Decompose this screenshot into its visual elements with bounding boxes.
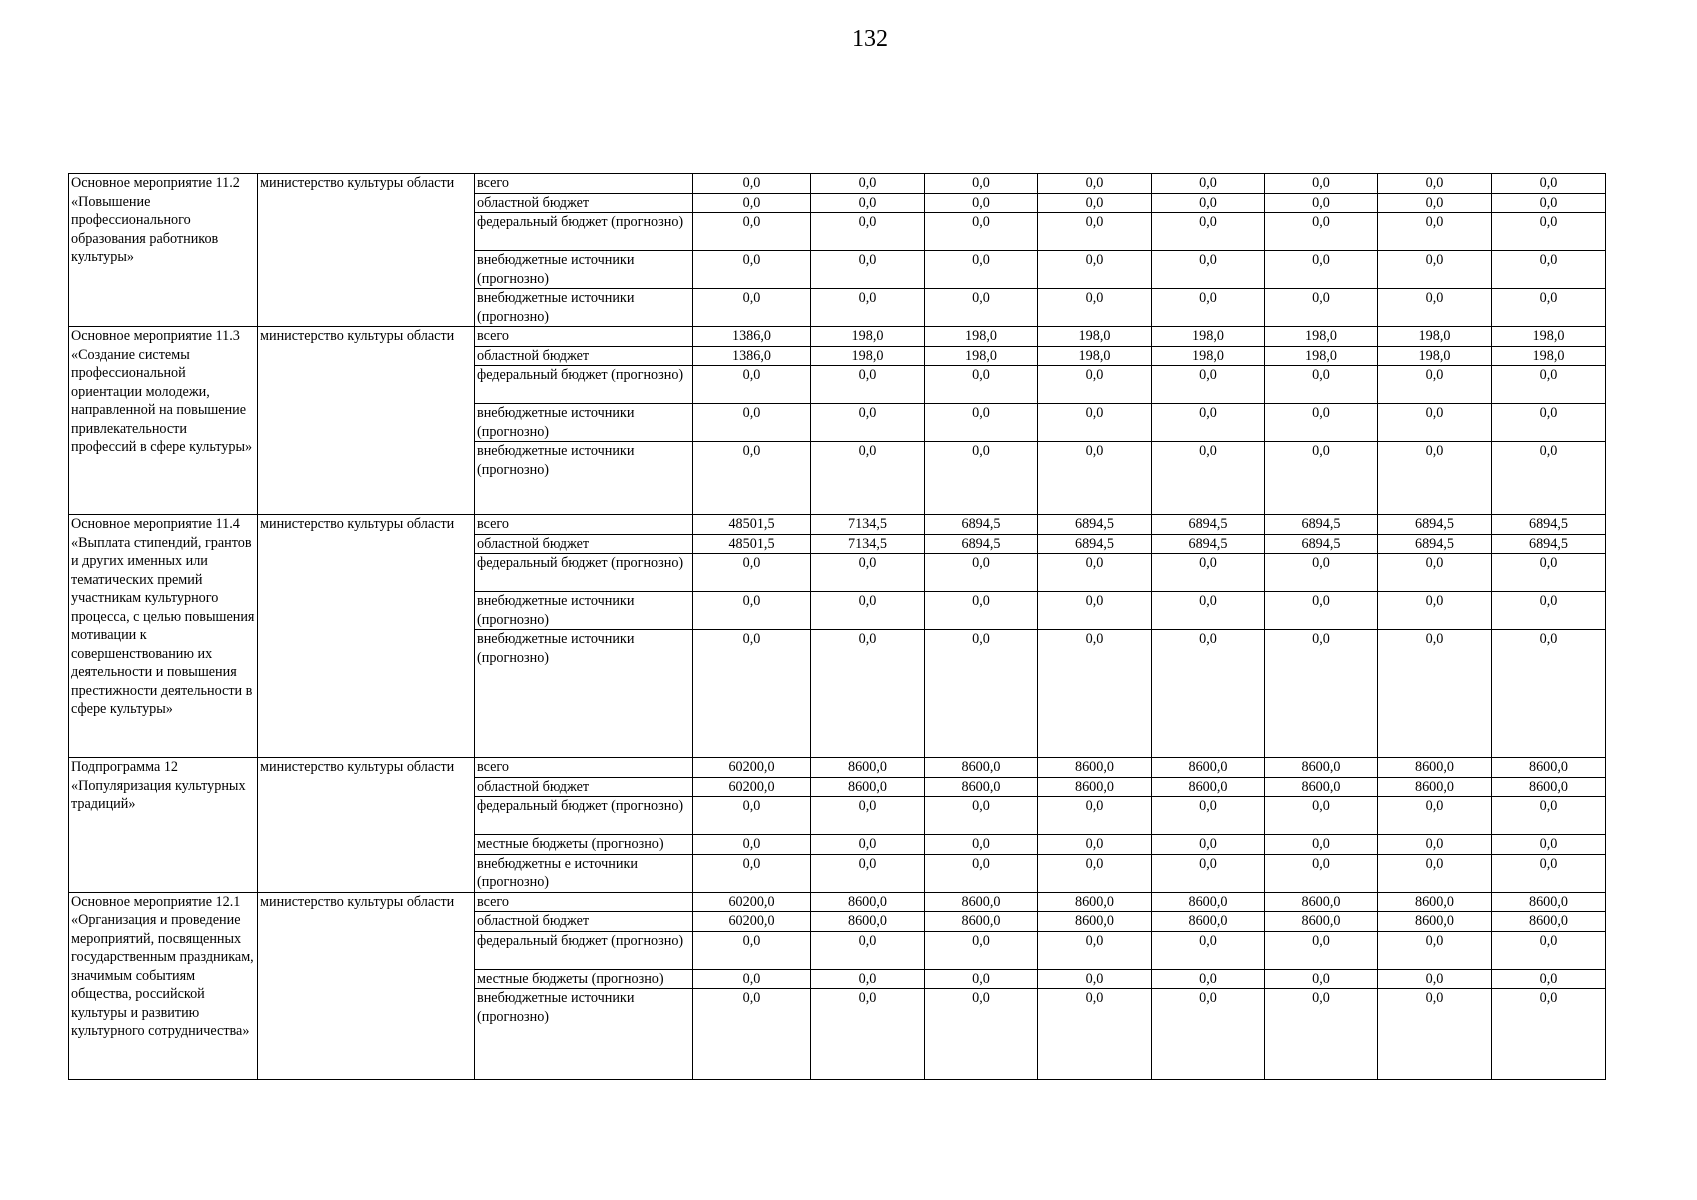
amount-cell: 0,0	[1378, 193, 1492, 213]
amount-cell: 0,0	[1492, 442, 1606, 515]
amount-cell: 0,0	[1265, 989, 1378, 1080]
amount-cell: 7134,5	[811, 534, 925, 554]
amount-cell: 60200,0	[693, 912, 811, 932]
amount-cell: 0,0	[1265, 442, 1378, 515]
amount-cell: 8600,0	[1265, 892, 1378, 912]
program-name-cell: Основное мероприятие 11.2 «Повышение профессионального образования работников культуры»	[69, 174, 258, 327]
amount-cell: 0,0	[1378, 931, 1492, 969]
amount-cell: 0,0	[1265, 630, 1378, 758]
amount-cell: 0,0	[1152, 630, 1265, 758]
amount-cell: 6894,5	[1492, 534, 1606, 554]
amount-cell: 0,0	[1152, 213, 1265, 251]
amount-cell: 0,0	[1378, 289, 1492, 327]
amount-cell: 0,0	[811, 404, 925, 442]
amount-cell: 0,0	[1265, 289, 1378, 327]
amount-cell: 0,0	[811, 931, 925, 969]
amount-cell: 0,0	[1152, 289, 1265, 327]
amount-cell: 0,0	[1492, 554, 1606, 592]
amount-cell: 0,0	[1492, 989, 1606, 1080]
amount-cell: 8600,0	[925, 758, 1038, 778]
amount-cell: 0,0	[1038, 404, 1152, 442]
funding-source-cell: внебюджетные источники (прогнозно)	[475, 289, 693, 327]
funding-source-cell: всего	[475, 327, 693, 347]
program-name-cell: Основное мероприятие 12.1 «Организация и проведение мероприятий, посвященных государственным праздникам, значимым событиям общества, российской культуры и развитию культурного сотрудничества»	[69, 892, 258, 1080]
amount-cell: 0,0	[811, 289, 925, 327]
amount-cell: 8600,0	[1038, 912, 1152, 932]
amount-cell: 0,0	[1038, 554, 1152, 592]
amount-cell: 6894,5	[1378, 515, 1492, 535]
funding-source-cell: местные бюджеты (прогнозно)	[475, 835, 693, 855]
funding-source-cell: внебюджетные источники (прогнозно)	[475, 989, 693, 1080]
amount-cell: 8600,0	[811, 912, 925, 932]
amount-cell: 0,0	[1492, 174, 1606, 194]
amount-cell: 0,0	[693, 193, 811, 213]
amount-cell: 8600,0	[925, 912, 1038, 932]
amount-cell: 8600,0	[1492, 892, 1606, 912]
amount-cell: 8600,0	[811, 892, 925, 912]
funding-source-cell: внебюджетные источники (прогнозно)	[475, 404, 693, 442]
amount-cell: 0,0	[1378, 442, 1492, 515]
amount-cell: 0,0	[1152, 931, 1265, 969]
amount-cell: 0,0	[693, 442, 811, 515]
amount-cell: 0,0	[1265, 797, 1378, 835]
amount-cell: 0,0	[1378, 174, 1492, 194]
amount-cell: 0,0	[1378, 592, 1492, 630]
executor-cell: министерство культуры области	[258, 892, 475, 1080]
amount-cell: 0,0	[1038, 797, 1152, 835]
page-number: 132	[852, 26, 888, 52]
amount-cell: 8600,0	[1378, 912, 1492, 932]
table-row	[69, 327, 1606, 347]
amount-cell: 6894,5	[1038, 515, 1152, 535]
amount-cell: 60200,0	[693, 758, 811, 778]
amount-cell: 0,0	[1038, 592, 1152, 630]
amount-cell: 0,0	[925, 592, 1038, 630]
amount-cell: 0,0	[1152, 193, 1265, 213]
funding-source-cell: федеральный бюджет (прогнозно)	[475, 554, 693, 592]
amount-cell: 0,0	[925, 554, 1038, 592]
amount-cell: 0,0	[1152, 174, 1265, 194]
amount-cell: 0,0	[1038, 174, 1152, 194]
amount-cell: 0,0	[811, 213, 925, 251]
amount-cell: 0,0	[693, 213, 811, 251]
amount-cell: 8600,0	[1152, 758, 1265, 778]
executor-cell: министерство культуры области	[258, 174, 475, 327]
amount-cell: 0,0	[1038, 835, 1152, 855]
funding-source-cell: всего	[475, 892, 693, 912]
amount-cell: 60200,0	[693, 777, 811, 797]
amount-cell: 198,0	[1378, 346, 1492, 366]
amount-cell: 0,0	[1038, 854, 1152, 892]
amount-cell: 8600,0	[1038, 892, 1152, 912]
amount-cell: 0,0	[1038, 989, 1152, 1080]
amount-cell: 0,0	[1152, 251, 1265, 289]
amount-cell: 0,0	[811, 797, 925, 835]
amount-cell: 198,0	[811, 346, 925, 366]
amount-cell: 0,0	[693, 854, 811, 892]
amount-cell: 6894,5	[1038, 534, 1152, 554]
amount-cell: 198,0	[1378, 327, 1492, 347]
amount-cell: 0,0	[1378, 969, 1492, 989]
amount-cell: 0,0	[693, 835, 811, 855]
amount-cell: 198,0	[1152, 346, 1265, 366]
amount-cell: 0,0	[811, 835, 925, 855]
amount-cell: 0,0	[925, 969, 1038, 989]
amount-cell: 48501,5	[693, 515, 811, 535]
amount-cell: 0,0	[693, 404, 811, 442]
amount-cell: 0,0	[1492, 366, 1606, 404]
funding-source-cell: внебюджетны е источники (прогнозно)	[475, 854, 693, 892]
program-name-cell: Основное мероприятие 11.3 «Создание системы профессиональной ориентации молодежи, направленной на повышение привлекательности профессий в сфере культуры»	[69, 327, 258, 515]
funding-source-cell: федеральный бюджет (прогнозно)	[475, 931, 693, 969]
funding-source-cell: областной бюджет	[475, 346, 693, 366]
program-name-cell: Основное мероприятие 11.4 «Выплата стипендий, грантов и других именных или тематических премий участникам культурного процесса, с целью повышения мотивации к совершенствованию их деятельности и повышения престижности деятельности в сфере культуры»	[69, 515, 258, 758]
amount-cell: 0,0	[811, 854, 925, 892]
amount-cell: 0,0	[693, 174, 811, 194]
amount-cell: 0,0	[1265, 835, 1378, 855]
amount-cell: 0,0	[811, 969, 925, 989]
amount-cell: 8600,0	[1492, 777, 1606, 797]
amount-cell: 0,0	[811, 592, 925, 630]
amount-cell: 198,0	[1492, 346, 1606, 366]
table-row	[69, 174, 1606, 194]
funding-source-cell: федеральный бюджет (прогнозно)	[475, 366, 693, 404]
amount-cell: 0,0	[1492, 213, 1606, 251]
amount-cell: 0,0	[925, 404, 1038, 442]
amount-cell: 8600,0	[1492, 758, 1606, 778]
amount-cell: 0,0	[693, 592, 811, 630]
amount-cell: 0,0	[693, 931, 811, 969]
amount-cell: 8600,0	[1378, 758, 1492, 778]
amount-cell: 0,0	[1265, 193, 1378, 213]
amount-cell: 0,0	[1038, 630, 1152, 758]
amount-cell: 0,0	[811, 989, 925, 1080]
amount-cell: 0,0	[1265, 969, 1378, 989]
amount-cell: 0,0	[693, 554, 811, 592]
amount-cell: 0,0	[1152, 989, 1265, 1080]
amount-cell: 0,0	[925, 989, 1038, 1080]
amount-cell: 0,0	[811, 630, 925, 758]
amount-cell: 8600,0	[1152, 912, 1265, 932]
amount-cell: 0,0	[1492, 193, 1606, 213]
amount-cell: 0,0	[1492, 969, 1606, 989]
amount-cell: 0,0	[1038, 289, 1152, 327]
amount-cell: 0,0	[1378, 989, 1492, 1080]
amount-cell: 6894,5	[1378, 534, 1492, 554]
amount-cell: 0,0	[1265, 931, 1378, 969]
amount-cell: 0,0	[925, 442, 1038, 515]
amount-cell: 8600,0	[1492, 912, 1606, 932]
amount-cell: 198,0	[1492, 327, 1606, 347]
amount-cell: 8600,0	[1265, 777, 1378, 797]
amount-cell: 8600,0	[811, 777, 925, 797]
amount-cell: 198,0	[1038, 327, 1152, 347]
amount-cell: 8600,0	[811, 758, 925, 778]
funding-source-cell: внебюджетные источники (прогнозно)	[475, 630, 693, 758]
amount-cell: 0,0	[1492, 404, 1606, 442]
amount-cell: 0,0	[1038, 442, 1152, 515]
amount-cell: 198,0	[1038, 346, 1152, 366]
amount-cell: 0,0	[1378, 404, 1492, 442]
amount-cell: 0,0	[1492, 592, 1606, 630]
amount-cell: 8600,0	[925, 777, 1038, 797]
amount-cell: 0,0	[1378, 251, 1492, 289]
executor-cell: министерство культуры области	[258, 327, 475, 515]
budget-table	[68, 173, 1606, 1080]
amount-cell: 0,0	[1038, 366, 1152, 404]
amount-cell: 0,0	[1378, 630, 1492, 758]
amount-cell: 198,0	[1265, 346, 1378, 366]
table-row	[69, 758, 1606, 778]
amount-cell: 0,0	[1265, 404, 1378, 442]
amount-cell: 0,0	[1492, 931, 1606, 969]
amount-cell: 0,0	[1038, 193, 1152, 213]
amount-cell: 0,0	[693, 630, 811, 758]
amount-cell: 0,0	[1265, 554, 1378, 592]
amount-cell: 7134,5	[811, 515, 925, 535]
funding-source-cell: федеральный бюджет (прогнозно)	[475, 213, 693, 251]
funding-source-cell: областной бюджет	[475, 193, 693, 213]
budget-table-body	[69, 174, 1606, 1080]
amount-cell: 60200,0	[693, 892, 811, 912]
funding-source-cell: всего	[475, 174, 693, 194]
amount-cell: 0,0	[693, 251, 811, 289]
amount-cell: 1386,0	[693, 327, 811, 347]
amount-cell: 0,0	[693, 969, 811, 989]
amount-cell: 198,0	[1265, 327, 1378, 347]
table-row	[69, 892, 1606, 912]
table-row	[69, 515, 1606, 535]
executor-cell: министерство культуры области	[258, 515, 475, 758]
funding-source-cell: всего	[475, 758, 693, 778]
amount-cell: 0,0	[925, 931, 1038, 969]
amount-cell: 6894,5	[925, 534, 1038, 554]
amount-cell: 0,0	[1038, 251, 1152, 289]
amount-cell: 0,0	[1378, 554, 1492, 592]
amount-cell: 0,0	[1038, 931, 1152, 969]
amount-cell: 6894,5	[1265, 515, 1378, 535]
funding-source-cell: федеральный бюджет (прогнозно)	[475, 797, 693, 835]
amount-cell: 198,0	[925, 327, 1038, 347]
funding-source-cell: областной бюджет	[475, 534, 693, 554]
funding-source-cell: всего	[475, 515, 693, 535]
amount-cell: 0,0	[1265, 251, 1378, 289]
amount-cell: 0,0	[1152, 592, 1265, 630]
amount-cell: 0,0	[925, 835, 1038, 855]
amount-cell: 0,0	[1378, 797, 1492, 835]
amount-cell: 198,0	[1152, 327, 1265, 347]
amount-cell: 6894,5	[1265, 534, 1378, 554]
amount-cell: 0,0	[1152, 835, 1265, 855]
amount-cell: 0,0	[1038, 969, 1152, 989]
amount-cell: 1386,0	[693, 346, 811, 366]
amount-cell: 0,0	[1492, 797, 1606, 835]
amount-cell: 0,0	[925, 251, 1038, 289]
amount-cell: 0,0	[1378, 366, 1492, 404]
funding-source-cell: внебюджетные источники (прогнозно)	[475, 251, 693, 289]
amount-cell: 0,0	[1378, 835, 1492, 855]
amount-cell: 0,0	[925, 630, 1038, 758]
amount-cell: 0,0	[925, 366, 1038, 404]
funding-source-cell: местные бюджеты (прогнозно)	[475, 969, 693, 989]
amount-cell: 0,0	[925, 797, 1038, 835]
funding-source-cell: внебюджетные источники (прогнозно)	[475, 592, 693, 630]
amount-cell: 8600,0	[1378, 892, 1492, 912]
amount-cell: 0,0	[1492, 854, 1606, 892]
amount-cell: 8600,0	[1152, 777, 1265, 797]
amount-cell: 0,0	[811, 174, 925, 194]
amount-cell: 6894,5	[925, 515, 1038, 535]
amount-cell: 0,0	[925, 193, 1038, 213]
amount-cell: 0,0	[1492, 289, 1606, 327]
amount-cell: 0,0	[811, 193, 925, 213]
amount-cell: 6894,5	[1152, 515, 1265, 535]
amount-cell: 0,0	[693, 797, 811, 835]
amount-cell: 8600,0	[1265, 758, 1378, 778]
amount-cell: 8600,0	[1378, 777, 1492, 797]
amount-cell: 0,0	[1265, 854, 1378, 892]
amount-cell: 8600,0	[1152, 892, 1265, 912]
amount-cell: 0,0	[1265, 213, 1378, 251]
amount-cell: 0,0	[693, 289, 811, 327]
amount-cell: 0,0	[1265, 592, 1378, 630]
amount-cell: 8600,0	[1265, 912, 1378, 932]
amount-cell: 48501,5	[693, 534, 811, 554]
amount-cell: 0,0	[925, 174, 1038, 194]
funding-source-cell: областной бюджет	[475, 777, 693, 797]
amount-cell: 8600,0	[1038, 777, 1152, 797]
amount-cell: 0,0	[1492, 630, 1606, 758]
funding-source-cell: областной бюджет	[475, 912, 693, 932]
amount-cell: 0,0	[925, 289, 1038, 327]
executor-cell: министерство культуры области	[258, 758, 475, 893]
funding-source-cell: внебюджетные источники (прогнозно)	[475, 442, 693, 515]
amount-cell: 8600,0	[1038, 758, 1152, 778]
amount-cell: 0,0	[1152, 969, 1265, 989]
program-name-cell: Подпрограмма 12 «Популяризация культурных традиций»	[69, 758, 258, 893]
amount-cell: 0,0	[811, 366, 925, 404]
amount-cell: 0,0	[925, 213, 1038, 251]
amount-cell: 0,0	[1378, 213, 1492, 251]
amount-cell: 198,0	[811, 327, 925, 347]
amount-cell: 0,0	[811, 251, 925, 289]
amount-cell: 0,0	[1152, 554, 1265, 592]
amount-cell: 198,0	[925, 346, 1038, 366]
amount-cell: 0,0	[1038, 213, 1152, 251]
amount-cell: 0,0	[811, 442, 925, 515]
amount-cell: 0,0	[811, 554, 925, 592]
amount-cell: 0,0	[693, 989, 811, 1080]
amount-cell: 6894,5	[1152, 534, 1265, 554]
amount-cell: 0,0	[1152, 854, 1265, 892]
amount-cell: 0,0	[1152, 366, 1265, 404]
amount-cell: 0,0	[1152, 797, 1265, 835]
amount-cell: 0,0	[1492, 251, 1606, 289]
amount-cell: 0,0	[1378, 854, 1492, 892]
amount-cell: 0,0	[925, 854, 1038, 892]
amount-cell: 6894,5	[1492, 515, 1606, 535]
amount-cell: 0,0	[1152, 404, 1265, 442]
amount-cell: 0,0	[1265, 174, 1378, 194]
amount-cell: 0,0	[693, 366, 811, 404]
amount-cell: 0,0	[1492, 835, 1606, 855]
amount-cell: 0,0	[1265, 366, 1378, 404]
amount-cell: 8600,0	[925, 892, 1038, 912]
amount-cell: 0,0	[1152, 442, 1265, 515]
